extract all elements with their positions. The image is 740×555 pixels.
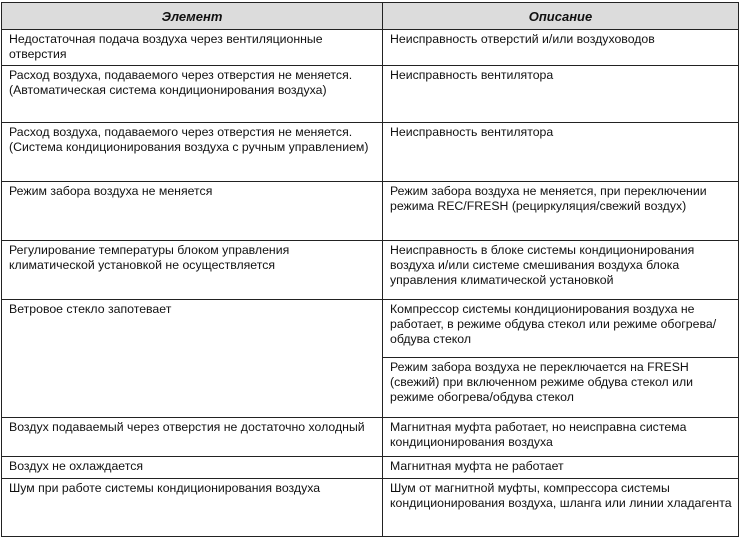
- description-cell: Магнитная муфта работает, но неисправна система кондиционирования воздуха: [383, 418, 739, 457]
- description-cell: Неисправность отверстий и/или воздуховодов: [383, 30, 739, 66]
- table-row: [2, 66, 739, 123]
- table-row: [2, 479, 739, 537]
- table-header-row: [2, 3, 739, 30]
- description-cell: Неисправность вентилятора: [383, 66, 739, 123]
- column-header-element: Элемент: [2, 3, 383, 30]
- table-row: [2, 457, 739, 479]
- table-row: [2, 182, 739, 241]
- description-cell: Неисправность вентилятора: [383, 123, 739, 182]
- table-row: [2, 300, 739, 358]
- description-cell: Шум от магнитной муфты, компрессора системы кондиционирования воздуха, шланга или линии хладагента: [383, 479, 739, 537]
- element-cell: Воздух не охлаждается: [2, 457, 383, 479]
- element-cell: Воздух подаваемый через отверстия не достаточно холодный: [2, 418, 383, 457]
- description-cell: Режим забора воздуха не меняется, при переключении режима REC/FRESH (рециркуляция/свежий воздух): [383, 182, 739, 241]
- element-cell: Недостаточная подача воздуха через вентиляционные отверстия: [2, 30, 383, 66]
- table-row: [2, 123, 739, 182]
- element-cell: Регулирование температуры блоком управления климатической установкой не осуществляется: [2, 241, 383, 300]
- description-cell: Режим забора воздуха не переключается на FRESH (свежий) при включенном режиме обдува стекол или режиме обогрева/обдува стекол: [383, 358, 739, 418]
- description-cell: Неисправность в блоке системы кондиционирования воздуха и/или системе смешивания воздуха блока управления климатической установкой: [383, 241, 739, 300]
- element-cell: Расход воздуха, подаваемого через отверстия не меняется. (Автоматическая система кондиционирования воздуха): [2, 66, 383, 123]
- table-row: [2, 241, 739, 300]
- element-cell: Расход воздуха, подаваемого через отверстия не меняется. (Система кондиционирования воздуха с ручным управлением): [2, 123, 383, 182]
- column-header-description: Описание: [383, 3, 739, 30]
- element-cell: Режим забора воздуха не меняется: [2, 182, 383, 241]
- table-row: [2, 30, 739, 66]
- description-cell: Компрессор системы кондиционирования воздуха не работает, в режиме обдува стекол или режиме обогрева/обдува стекол: [383, 300, 739, 358]
- element-cell: Шум при работе системы кондиционирования воздуха: [2, 479, 383, 537]
- malfunction-table: [1, 2, 739, 537]
- description-cell: Магнитная муфта не работает: [383, 457, 739, 479]
- table-row: [2, 418, 739, 457]
- element-cell: Ветровое стекло запотевает: [2, 300, 383, 418]
